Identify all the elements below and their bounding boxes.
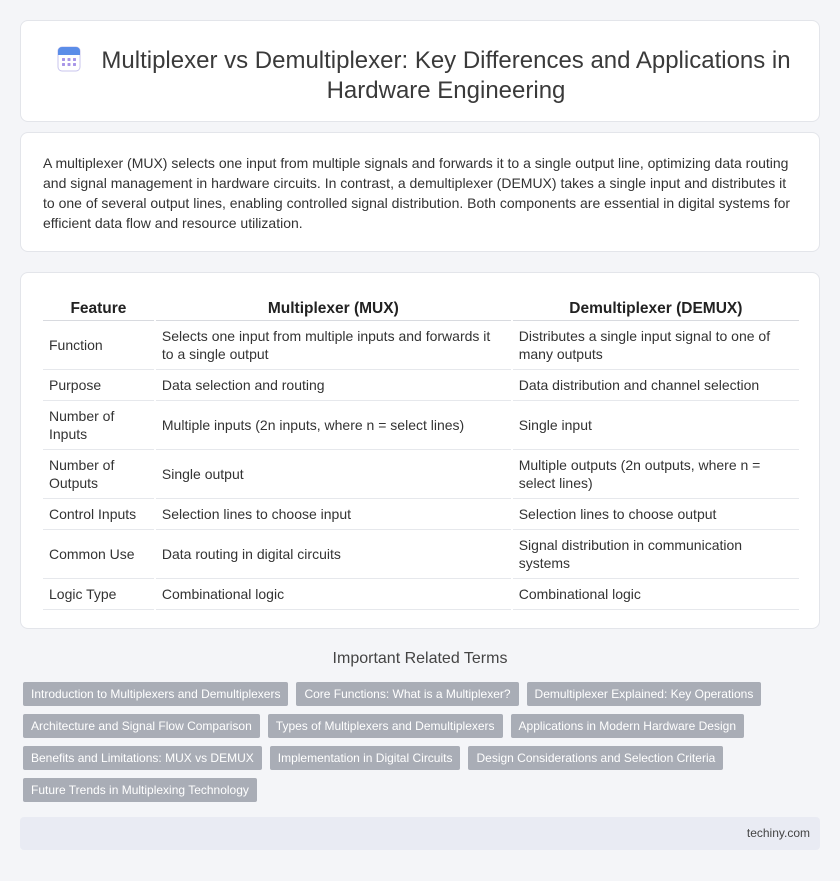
related-term-link[interactable]: Design Considerations and Selection Criteria [468,746,723,770]
footer-site-link[interactable]: techiny.com [746,826,810,840]
row-feature: Control Inputs [43,499,154,530]
header-demux: Demultiplexer (DEMUX) [513,295,799,321]
row-demux: Distributes a single input signal to one of many outputs [513,321,799,370]
row-feature: Function [43,321,154,370]
row-demux: Signal distribution in communication systems [513,530,799,579]
related-term-link[interactable]: Types of Multiplexers and Demultiplexers [268,714,503,738]
row-demux: Data distribution and channel selection [513,370,799,401]
header-feature: Feature [43,295,154,321]
intro-paragraph: A multiplexer (MUX) selects one input from multiple signals and forwards it to a single output line, optimizing data routing and signal management in hardware circuits. In contrast, a demultiplexer (DEMUX) takes a single input and distributes it to one of several output lines, enabling controlled signal distribution. Both components are essential in digital systems for efficient data flow and resource utilization. [43,155,791,231]
row-demux: Multiple outputs (2n outputs, where n = select lines) [513,450,799,499]
row-feature: Common Use [43,530,154,579]
comparison-table [43,295,799,610]
row-demux: Combinational logic [513,579,799,610]
intro-card [20,132,820,252]
row-mux: Single output [156,450,511,499]
related-term-link[interactable]: Introduction to Multiplexers and Demultiplexers [23,682,288,706]
title-card [20,20,820,122]
row-feature: Purpose [43,370,154,401]
row-mux: Selects one input from multiple inputs and forwards it to a single output [156,321,511,370]
row-feature: Logic Type [43,579,154,610]
row-mux: Data routing in digital circuits [156,530,511,579]
related-term-link[interactable]: Architecture and Signal Flow Comparison [23,714,260,738]
related-term-link[interactable]: Applications in Modern Hardware Design [511,714,744,738]
header-mux: Multiplexer (MUX) [156,295,511,321]
related-terms-heading: Important Related Terms [332,650,508,667]
related-term-link[interactable]: Implementation in Digital Circuits [270,746,461,770]
footer [20,817,820,850]
table-row [43,499,799,530]
related-terms-list [23,682,803,802]
table-row [43,450,799,499]
page-title: Multiplexer vs Demultiplexer: Key Differences and Applications in Hardware Engineering [101,47,791,104]
table-row [43,321,799,370]
comparison-card [20,272,820,629]
table-row [43,401,799,450]
table-row [43,579,799,610]
related-term-link[interactable]: Demultiplexer Explained: Key Operations [527,682,762,706]
related-term-link[interactable]: Core Functions: What is a Multiplexer? [296,682,518,706]
table-header-row [43,295,799,321]
table-row [43,370,799,401]
row-demux: Selection lines to choose output [513,499,799,530]
related-term-link[interactable]: Benefits and Limitations: MUX vs DEMUX [23,746,262,770]
row-feature: Number of Inputs [43,401,154,450]
related-term-link[interactable]: Future Trends in Multiplexing Technology [23,778,257,802]
row-mux: Multiple inputs (2n inputs, where n = select lines) [156,401,511,450]
row-demux: Single input [513,401,799,450]
table-row [43,530,799,579]
row-mux: Selection lines to choose input [156,499,511,530]
row-feature: Number of Outputs [43,450,154,499]
row-mux: Data selection and routing [156,370,511,401]
row-mux: Combinational logic [156,579,511,610]
